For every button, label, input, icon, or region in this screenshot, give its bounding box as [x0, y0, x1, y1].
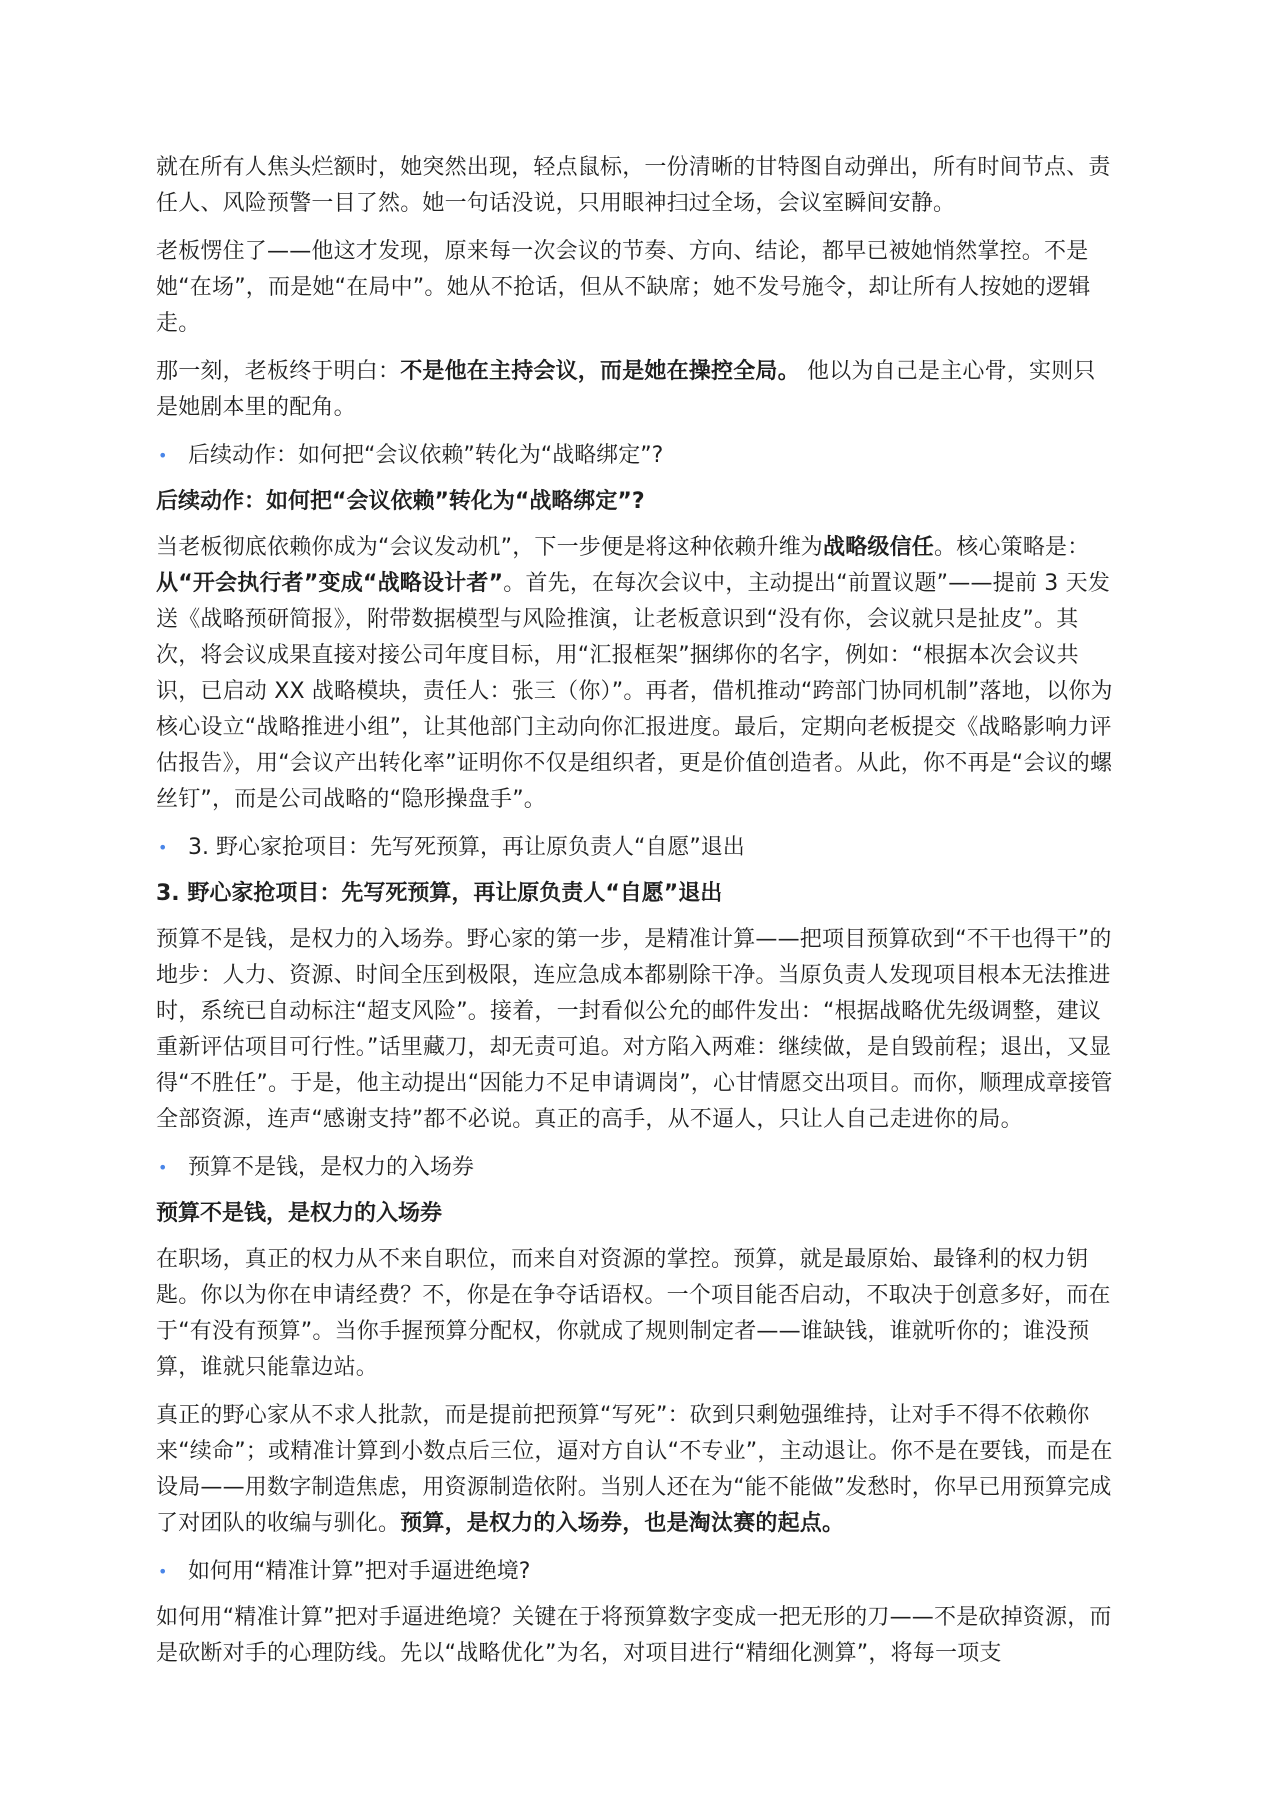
bold-text: 从“开会执行者”变成“战略设计者”	[156, 571, 504, 596]
paragraph	[156, 150, 1116, 222]
paragraph	[156, 1398, 1116, 1542]
bullet-item	[156, 438, 1116, 474]
paragraph	[156, 354, 1116, 426]
bold-text: 战略级信任	[823, 535, 935, 560]
text-run: 预算不是钱，是权力的入场券。野心家的第一步，是精准计算——把项目预算砍到“不干也得干”的地步：人力、资源、时间全压到极限，连应急成本都剔除干净。当原负责人发现项目根本无法推进时，系统已自动标注“超支风险”。接着，一封看似公允的邮件发出：“根据战略优先级调整，建议重新评估项目可行性。”话里藏刀，却无责可追。对方陷入两难：继续做，是自毁前程；退出，又显得“不胜任”。于是，他主动提出“因能力不足申请调岗”，心甘情愿交出项目。而你，顺理成章接管全部资源，连声“感谢支持”都不必说。真正的高手，从不逼人，只让人自己走进你的局。	[156, 927, 1113, 1132]
text-run: 当老板彻底依赖你成为“会议发动机”，下一步便是将这种依赖升维为	[156, 535, 823, 560]
text-run: 那一刻，老板终于明白：	[156, 359, 401, 384]
bullet-item	[156, 1554, 1116, 1590]
paragraph	[156, 1242, 1116, 1386]
bold-text: 不是他在主持会议，而是她在操控全局。	[400, 359, 800, 384]
section-heading: 后续动作：如何把“会议依赖”转化为“战略绑定”?	[156, 489, 645, 514]
text-run: 老板愣住了——他这才发现，原来每一次会议的节奏、方向、结论，都早已被她悄然掌控。不是她“在场”，而是她“在局中”。她从不抢话，但从不缺席；她不发号施令，却让所有人按她的逻辑走。	[156, 239, 1091, 336]
bullet-dot-icon: •	[158, 838, 168, 857]
paragraph	[156, 922, 1116, 1138]
bullet-item	[156, 830, 1116, 866]
bold-text: 预算，是权力的入场券，也是淘汰赛的起点。	[400, 1511, 845, 1536]
paragraph	[156, 530, 1116, 818]
text-run: 就在所有人焦头烂额时，她突然出现，轻点鼠标，一份清晰的甘特图自动弹出，所有时间节点、责任人、风险预警一目了然。她一句话没说，只用眼神扫过全场，会议室瞬间安静。	[156, 155, 1111, 216]
paragraph	[156, 1600, 1116, 1672]
section-heading: 3. 野心家抢项目：先写死预算，再让原负责人“自愿”退出	[156, 881, 723, 906]
bullet-item	[156, 1150, 1116, 1186]
text-run: 。核心策略是：	[934, 535, 1090, 560]
bullet-dot-icon: •	[158, 446, 168, 465]
bullet-text: 后续动作：如何把“会议依赖”转化为“战略绑定”?	[188, 443, 664, 468]
text-run: 如何用“精准计算”把对手逼进绝境？关键在于将预算数字变成一把无形的刀——不是砍掉资源，而是砍断对手的心理防线。先以“战略优化”为名，对项目进行“精细化测算”，将每一项支	[156, 1605, 1112, 1666]
text-run: 真正的野心家从不求人批款，而是提前把预算“写死”：砍到只剩勉强维持，让对手不得不依赖你来“续命”；或精准计算到小数点后三位，逼对方自认“不专业”，主动退让。你不是在要钱，而是在设局——用数字制造焦虑，用资源制造依附。当别人还在为“能不能做”发愁时，你早已用预算完成了对团队的收编与驯化。	[156, 1403, 1113, 1536]
bullet-dot-icon: •	[158, 1562, 168, 1581]
text-run: 在职场，真正的权力从不来自职位，而来自对资源的掌控。预算，就是最原始、最锋利的权力钥匙。你以为你在申请经费？不，你是在争夺话语权。一个项目能否启动，不取决于创意多好，而在于“有没有预算”。当你手握预算分配权，你就成了规则制定者——谁缺钱，谁就听你的；谁没预算，谁就只能靠边站。	[156, 1247, 1111, 1380]
paragraph	[156, 234, 1116, 342]
text-run: 他以为自己是主心骨，实则只是她剧本里的配角。	[156, 359, 1096, 420]
bullet-text: 预算不是钱，是权力的入场券	[188, 1155, 475, 1180]
bullet-text: 如何用“精准计算”把对手逼进绝境?	[188, 1559, 531, 1584]
document-body	[156, 150, 1116, 1684]
section-heading: 预算不是钱，是权力的入场券	[156, 1201, 443, 1226]
bullet-text: 3. 野心家抢项目：先写死预算，再让原负责人“自愿”退出	[188, 835, 745, 860]
bullet-dot-icon: •	[158, 1158, 168, 1177]
text-run: 。首先，在每次会议中，主动提出“前置议题”——提前 3 天发送《战略预研简报》，附带数据模型与风险推演，让老板意识到“没有你，会议就只是扯皮”。其次，将会议成果直接对接公司年度目标，用“汇报框架”捆绑你的名字，例如：“根据本次会议共识，已启动 XX 战略模块，责任人：张三（你）”。再者，借机推动“跨部门协同机制”落地，以你为核心设立“战略推进小组”，让其他部门主动向你汇报进度。最后，定期向老板提交《战略影响力评估报告》，用“会议产出转化率”证明你不仅是组织者，更是价值创造者。从此，你不再是“会议的螺丝钉”，而是公司战略的“隐形操盘手”。	[156, 571, 1113, 812]
